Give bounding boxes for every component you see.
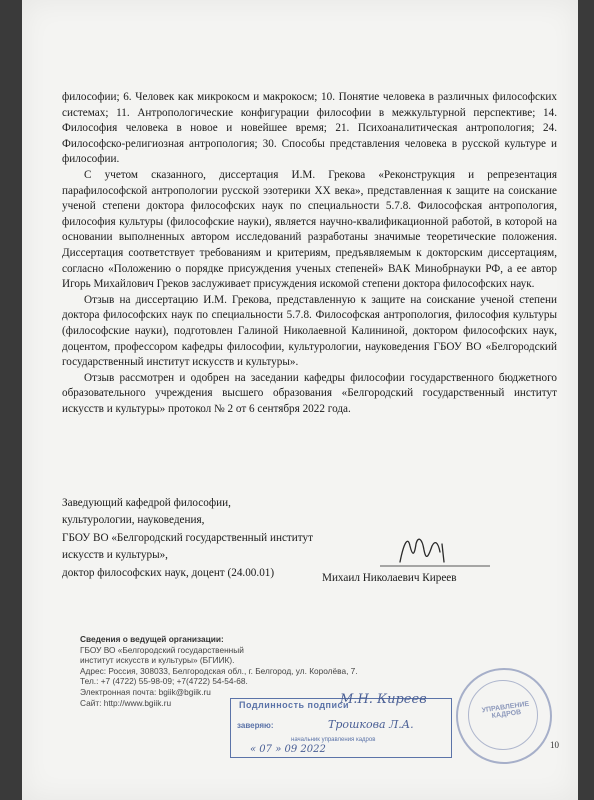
stamp-sub-label: начальник управления кадров bbox=[291, 737, 376, 743]
handwritten-signature bbox=[380, 532, 490, 572]
paragraph-2: С учетом сказанного, диссертация И.М. Грекова «Реконструкция и репрезентация парафилософской антропологии русской эзотерики XX века», представленная к защите на соискание ученой степени доктора философских наук по специальности 5.7.8. Философская антропология, философия культуры (философские науки), является научно-квалификационной работой, в которой на основании выполненных автором исследований разработаны значимые теоретические положения. Диссертация соответствует требованиям и критериям, предъявляемым к докторским диссертациям, согласно «Положению о порядке присуждения ученых степеней» ВАК Минобрнауки РФ, а ее автор Игорь Михайлович Греков заслуживает присуждения искомой степени доктора философских наук. bbox=[62, 168, 557, 291]
org-line-name: ГБОУ ВО «Белгородский государственный bbox=[80, 644, 244, 655]
org-line-address: Адрес: Россия, 308033, Белгородская обл., г. Белгород, ул. Королёва, 7. bbox=[80, 665, 358, 676]
round-seal-text: УПРАВЛЕНИЕ КАДРОВ bbox=[481, 700, 530, 720]
handwritten-verifier: Трошкова Л.А. bbox=[328, 718, 414, 731]
org-line-name-cont: институт искусств и культуры» (БГИИК). bbox=[80, 655, 235, 666]
paragraph-3: Отзыв на диссертацию И.М. Грекова, представленную к защите на соискание ученой степени доктора философских наук по специальности 5.7.8. Философская антропология, философия культуры (философские науки), подготовлен Галиной Николаевной Калининой, доктором философских наук, доцентом, профессором кафедры философии, культурологии, науковедения ГБОУ ВО «Белгородский государственный институт искусств и культуры». bbox=[62, 293, 557, 369]
signer-name: Михаил Николаевич Киреев bbox=[322, 572, 457, 584]
org-line-email: Электронная почта: bgiik@bgiik.ru bbox=[80, 686, 211, 697]
document-page bbox=[22, 0, 578, 800]
page-number: 10 bbox=[550, 740, 559, 750]
sig-line-position: Заведующий кафедрой философии, bbox=[62, 497, 231, 509]
round-seal-icon bbox=[456, 668, 552, 764]
org-line-phone: Тел.: +7 (4722) 55-98-09; +7(4722) 54-54-68. bbox=[80, 676, 248, 687]
stamp-title: Подлинность подписи bbox=[239, 700, 350, 710]
sig-line-department: культурологии, науковедения, bbox=[62, 514, 205, 527]
handwritten-name: М.Н. Киреев bbox=[340, 692, 427, 707]
stamp-row-label: заверяю: bbox=[237, 721, 274, 730]
organization-title: Сведения о ведущей организации: bbox=[80, 634, 224, 644]
paragraph-4: Отзыв рассмотрен и одобрен на заседании кафедры философии государственного бюджетного образовательного учреждения высшего образования «Белгородский государственный институт искусств и культуры» протокол № 2 от 6 сентября 2022 года. bbox=[62, 371, 557, 415]
signature-verification-stamp bbox=[220, 670, 560, 770]
org-line-website: Сайт: http://www.bgiik.ru bbox=[80, 697, 172, 708]
sig-line-degree: доктор философских наук, доцент (24.00.01) bbox=[62, 566, 275, 579]
review-body bbox=[62, 90, 557, 417]
sig-line-institution-cont: искусств и культуры», bbox=[62, 549, 168, 562]
paragraph-1: философии; 6. Человек как микрокосм и макрокосм; 10. Понятие человека в различных философских системах; 11. Антропологические конфигурации философии в межкультурной перспективе; 14. Философия человека в новое и новейшее время; 21. Психоаналитическая антропология; 24. Философско-религиозная антропология; 30. Способы представления человека в русской культуре и философии. bbox=[62, 91, 557, 166]
sig-line-institution: ГБОУ ВО «Белгородский государственный институт bbox=[62, 531, 314, 544]
handwritten-date: « 07 » 09 2022 bbox=[250, 744, 326, 755]
